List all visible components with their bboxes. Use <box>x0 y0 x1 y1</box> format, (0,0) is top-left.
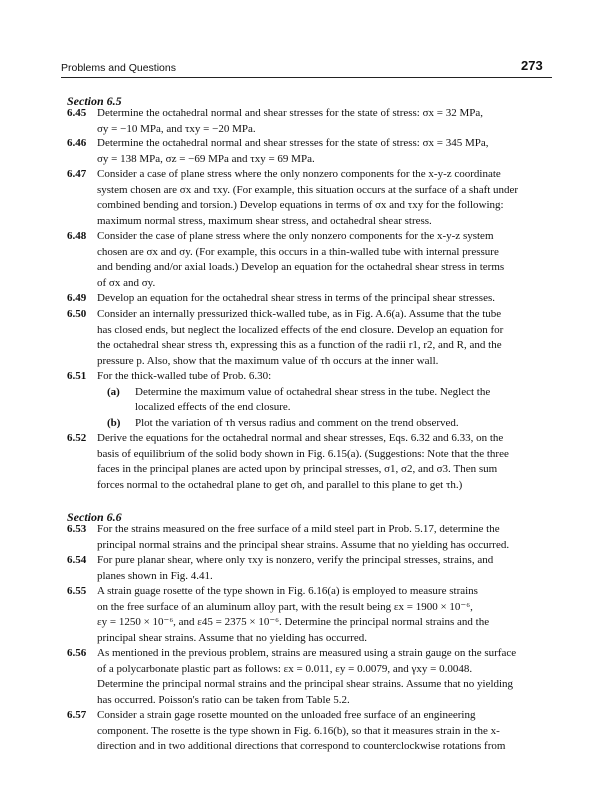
problem-line: chosen are σx and σy. (For example, this occurs in a thin-walled tube with internal pressure <box>97 245 499 258</box>
problem-line: of σx and σy. <box>97 276 156 289</box>
problem-line: combined bending and torsion.) Develop equations in terms of σx and τxy for the following: <box>97 199 504 211</box>
problem-line: planes shown in Fig. 4.41. <box>97 569 213 582</box>
problem-line: For the thick-walled tube of Prob. 6.30: <box>97 370 272 382</box>
problem-line: Consider a case of plane stress where the only nonzero components for the x-y-z coordinate <box>97 168 501 180</box>
problem-line: of a polycarbonate plastic part as follows: εx = 0.011, εy = 0.0079, and γxy = 0.0048. <box>97 662 473 675</box>
problem-number: 6.57 <box>67 709 87 721</box>
problem-number: 6.48 <box>67 230 87 242</box>
problem-line: direction and in two additional directions that correspond to counterclockwise rotations from <box>97 740 506 752</box>
subpart-label: (b) <box>107 416 121 429</box>
problem-number: 6.51 <box>67 370 87 382</box>
running-header: Problems and Questions <box>61 62 176 74</box>
problem-number: 6.54 <box>67 554 87 566</box>
subpart-line: Plot the variation of τh versus radius and comment on the trend observed. <box>135 416 459 429</box>
problem-line: system chosen are σx and τxy. (For example, this situation occurs at the surface of a shaft under <box>97 183 519 196</box>
problem-number: 6.45 <box>67 107 87 119</box>
header-rule <box>61 77 552 78</box>
subpart-a <box>97 385 552 416</box>
problem-line: has occurred. Poisson's ratio can be taken from Table 5.2. <box>97 693 350 706</box>
problem-line: forces normal to the octahedral plane to get σh, and parallel to this plane to get τh.) <box>97 478 463 491</box>
problem-line: on the free surface of an aluminum alloy part, with the result being εx = 1900 × 10⁻⁶, <box>97 600 473 613</box>
problem-line: σy = −10 MPa, and τxy = −20 MPa. <box>97 122 256 135</box>
problem-line: Determine the octahedral normal and shear stresses for the state of stress: σx = 32 MPa, <box>97 107 484 119</box>
problem-line: principal shear strains. Assume that no yielding has occurred. <box>97 631 368 644</box>
problem-line: For the strains measured on the free surface of a mild steel part in Prob. 5.17, determine the <box>97 523 500 535</box>
problem-line: faces in the principal planes are acted upon by principal stresses, σ1, σ2, and σ3. Then sum <box>97 463 498 475</box>
problem-number: 6.50 <box>67 308 87 320</box>
problem-line: and bending and/or axial loads.) Develop an equation for the octahedral shear stress in terms <box>97 261 505 273</box>
problem-line: Derive the equations for the octahedral normal and shear stresses, Eqs. 6.32 and 6.33, on the <box>97 432 504 444</box>
problem-line: has closed ends, but neglect the localized effects of the end closure. Develop an equation for <box>97 323 504 336</box>
problem-line: component. The rosette is the type shown in Fig. 6.16(b), so that it measures strain in the x- <box>97 724 500 737</box>
section-heading: Section 6.6 <box>67 510 122 524</box>
problem-line: the octahedral shear stress τh, expressing this as a function of the radii r1, r2, and R, and the <box>97 339 502 351</box>
problem-line: pressure p. Also, show that the maximum value of τh occurs at the inner wall. <box>97 354 439 367</box>
problem-line: principal normal strains and the principal shear strains. Assume that no yielding has occurred. <box>97 538 510 551</box>
problem-line: For pure planar shear, where only τxy is nonzero, verify the principal stresses, strains, and <box>97 554 494 566</box>
subpart-b <box>97 416 552 432</box>
problem-line: Consider the case of plane stress where the only nonzero components for the x-y-z system <box>97 230 494 242</box>
subpart-line: localized effects of the end closure. <box>135 401 291 413</box>
problem-number: 6.53 <box>67 523 87 535</box>
problem-line: A strain guage rosette of the type shown in Fig. 6.16(a) is employed to measure strains <box>97 585 478 597</box>
problem-line: Consider a strain gage rosette mounted on the unloaded free surface of an engineering <box>97 709 476 721</box>
problem-number: 6.46 <box>67 137 87 149</box>
problem-line: Consider an internally pressurized thick-walled tube, as in Fig. A.6(a). Assume that the tube <box>97 308 502 320</box>
subpart-label: (a) <box>107 385 120 398</box>
problem-number: 6.55 <box>67 585 87 597</box>
subpart-line: Determine the maximum value of octahedral shear stress in the tube. Neglect the <box>135 385 491 398</box>
problem-line: Determine the octahedral normal and shear stresses for the state of stress: σx = 345 MPa, <box>97 137 489 149</box>
problem-number: 6.49 <box>67 292 87 304</box>
problem-line: maximum normal stress, maximum shear stress, and octahedral shear stress. <box>97 214 432 227</box>
problem-line: σy = 138 MPa, σz = −69 MPa and τxy = 69 MPa. <box>97 152 315 165</box>
problem-number: 6.52 <box>67 432 87 444</box>
problem-line: basis of equilibrium of the solid body shown in Fig. 6.15(a). (Suggestions: Note that the three <box>97 447 509 460</box>
problem-line: Determine the principal normal strains and the principal shear strains. Assume that no yielding <box>97 678 514 690</box>
problem-line: As mentioned in the previous problem, strains are measured using a strain gauge on the surface <box>97 647 517 659</box>
problem-line: Develop an equation for the octahedral shear stress in terms of the principal shear stresses. <box>97 292 496 304</box>
problem-number: 6.47 <box>67 168 87 180</box>
section-heading: Section 6.5 <box>67 94 122 108</box>
problem-number: 6.56 <box>67 647 87 659</box>
page-number: 273 <box>521 58 543 73</box>
problem-line: εy = 1250 × 10⁻⁶, and ε45 = 2375 × 10⁻⁶. Determine the principal normal strains and the <box>97 616 490 628</box>
